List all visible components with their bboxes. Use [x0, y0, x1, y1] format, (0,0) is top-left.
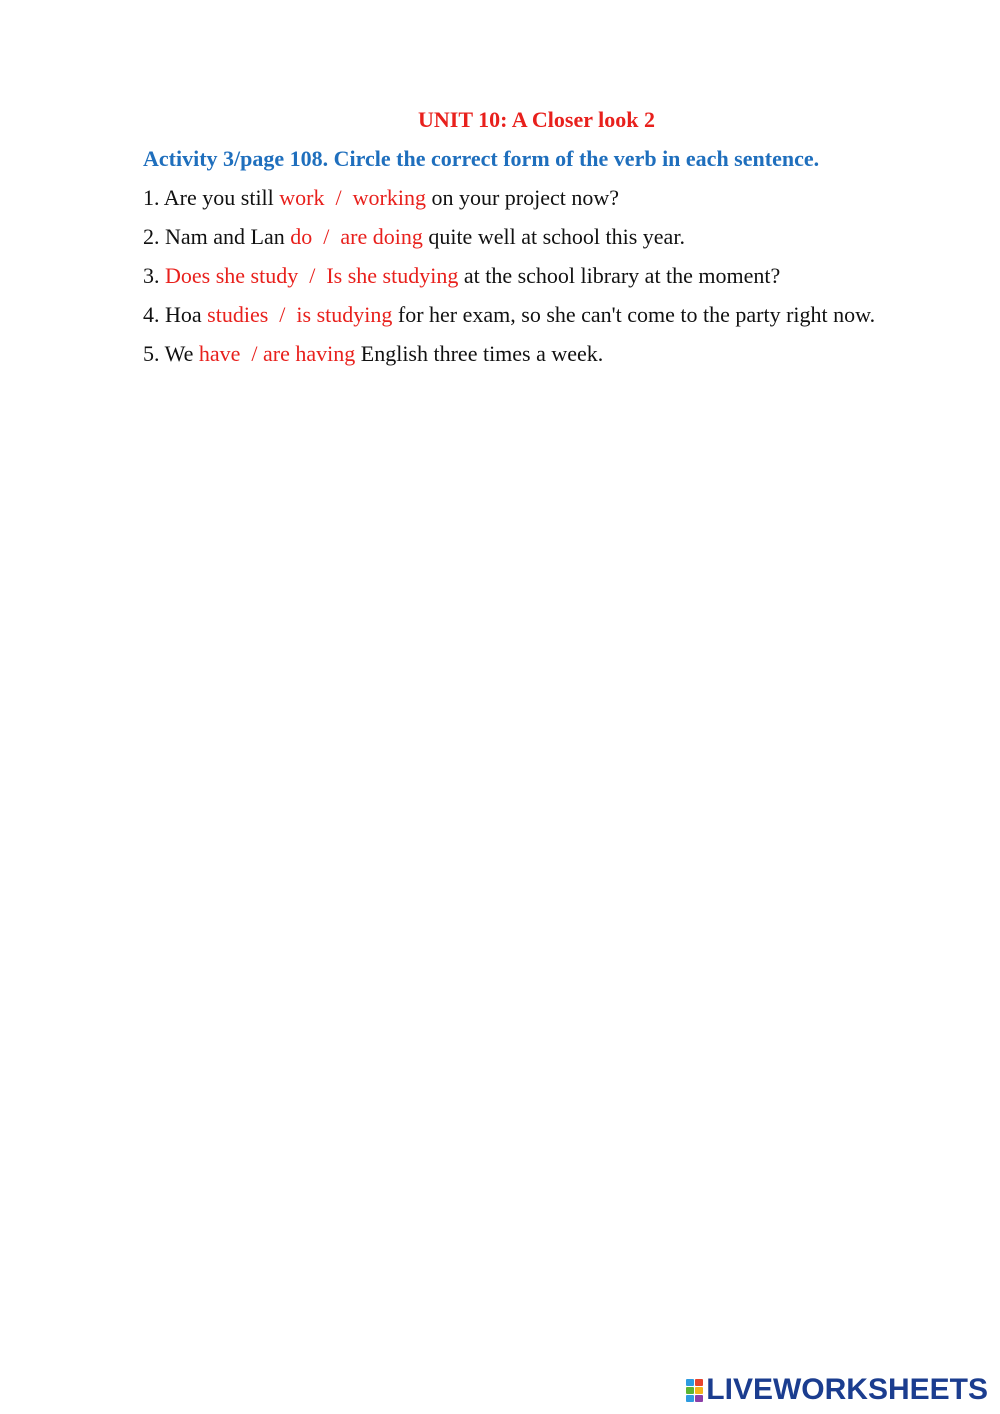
option-separator: /	[240, 341, 264, 366]
logo-text: LIVEWORKSHEETS	[706, 1373, 988, 1406]
question-2	[143, 223, 685, 251]
question-suffix: on your project now?	[425, 185, 620, 210]
question-5	[143, 340, 603, 368]
question-suffix: at the school library at the moment?	[458, 263, 781, 288]
question-4	[143, 301, 875, 329]
option-separator: /	[324, 185, 353, 210]
question-prefix: 4. Hoa	[143, 302, 208, 327]
question-suffix: English three times a week.	[355, 341, 604, 366]
option-separator: /	[268, 302, 297, 327]
question-suffix: quite well at school this year.	[422, 224, 685, 249]
option-separator: /	[298, 263, 327, 288]
activity-instruction: Activity 3/page 108. Circle the correct form of the verb in each sentence.	[143, 146, 820, 171]
question-prefix: 1. Are you still	[143, 185, 280, 210]
option-separator: /	[312, 224, 341, 249]
option-b[interactable]: working	[352, 185, 426, 210]
option-a[interactable]: do	[290, 224, 313, 249]
option-a[interactable]: work	[279, 185, 325, 210]
option-b[interactable]: is studying	[296, 302, 393, 327]
option-b[interactable]: Is she studying	[326, 263, 459, 288]
option-a[interactable]: studies	[207, 302, 269, 327]
option-a[interactable]: have	[198, 341, 241, 366]
question-3	[143, 262, 780, 290]
option-b[interactable]: are doing	[340, 224, 423, 249]
question-prefix: 5. We	[143, 341, 199, 366]
question-prefix: 3.	[143, 263, 165, 288]
liveworksheets-logo	[686, 1375, 988, 1405]
page-title: UNIT 10: A Closer look 2	[418, 107, 655, 132]
option-b[interactable]: are having	[263, 341, 356, 366]
option-a[interactable]: Does she study	[165, 263, 299, 288]
logo-tiles-icon	[686, 1379, 703, 1402]
question-suffix: for her exam, so she can't come to the party right now.	[392, 302, 876, 327]
question-1	[143, 184, 619, 212]
question-prefix: 2. Nam and Lan	[143, 224, 291, 249]
